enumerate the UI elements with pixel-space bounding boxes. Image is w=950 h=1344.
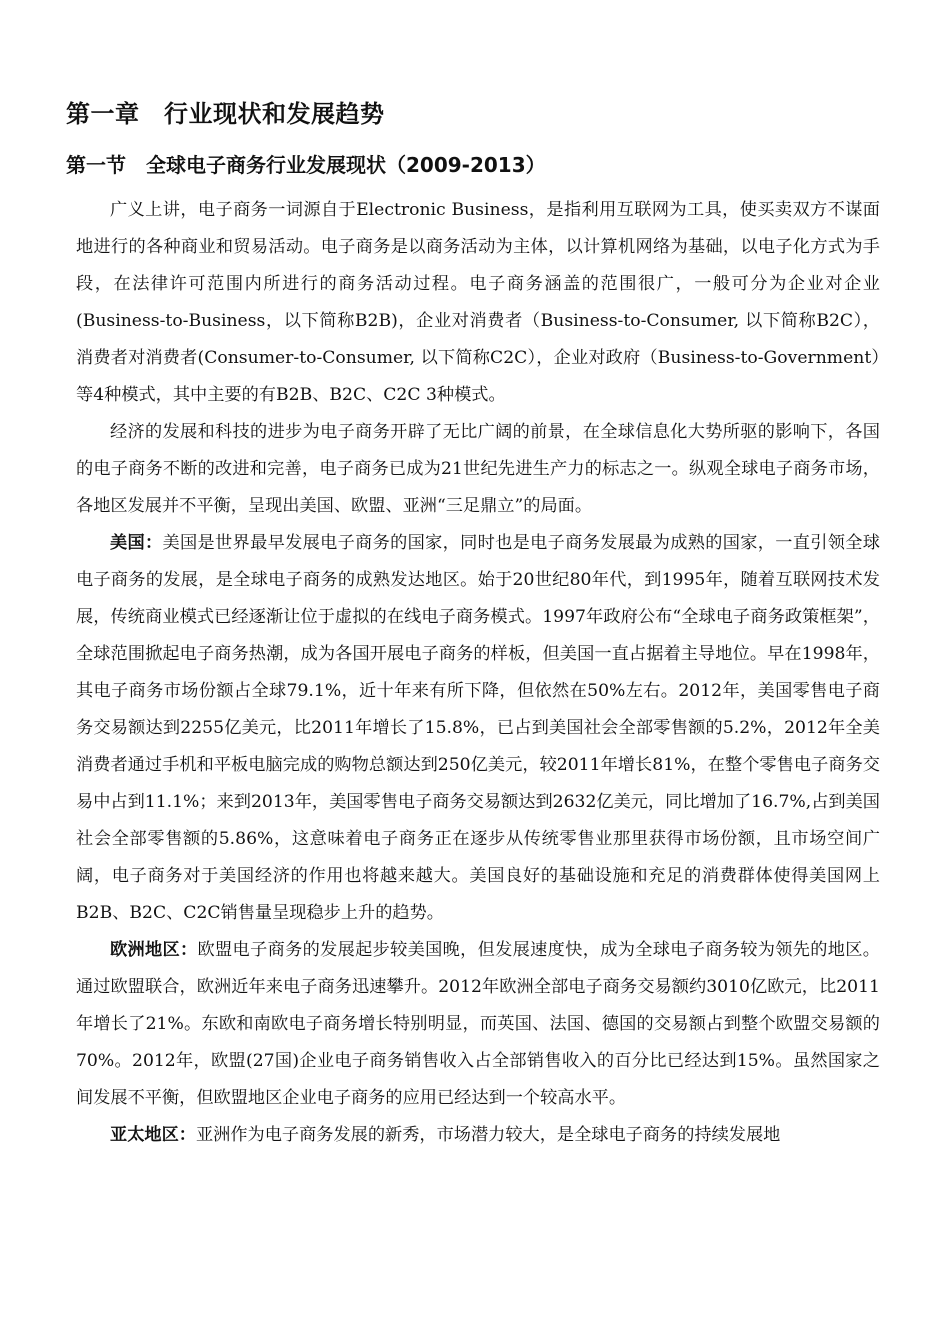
section-title: 第一节 全球电子商务行业发展现状（2009-2013） bbox=[66, 153, 546, 177]
paragraph-text: 美国是世界最早发展电子商务的国家，同时也是电子商务发展最为成熟的国家，一直引领全球电子商务的发展，是全球电子商务的成熟发达地区。始于20世纪80年代，到1995年，随着互联网技术发展，传统商业模式已经逐渐让位于虚拟的在线电子商务模式。1997年政府公布“全球电子商务政策框架”，全球范围掀起电子商务热潮，成为各国开展电子商务的样板，但美国一直占据着主导地位。早在1998年，其电子商务市场份额占全球79.1%，近十年来有所下降，但依然在50%左右。2012年，美国零售电子商务交易额达到2255亿美元，比2011年增长了15.8%，已占到美国社会全部零售额的5.2%，2012年全美消费者通过手机和平板电脑完成的购物总额达到250亿美元，较2011年增长81%，在整个零售电子商务交易中占到11.1%；来到2013年，美国零售电子商务交易额达到2632亿美元，同比增加了16.7%,占到美国社会全部零售额的5.86%，这意味着电子商务正在逐步从传统零售业那里获得市场份额，且市场空间广阔，电子商务对于美国经济的作用也将越来越大。美国良好的基础设施和充足的消费群体使得美国网上B2B、B2C、C2C销售量呈现稳步上升的趋势。 bbox=[76, 533, 880, 923]
paragraph-text: 广义上讲，电子商务一词源自于Electronic Business，是指利用互联网为工具，使买卖双方不谋面地进行的各种商业和贸易活动。电子商务是以商务活动为主体，以计算机网络为基础，以电子化方式为手段，在法律许可范围内所进行的商务活动过程。电子商务涵盖的范围很广，一般可分为企业对企业(Business-to-Business，以下简称B2B)，企业对消费者（Business-to-Consumer, 以下简称B2C），消费者对消费者(Consumer-to-Consumer, 以下简称C2C），企业对政府（Business-to-Government）等4种模式，其中主要的有B2B、B2C、C2C 3种模式。 bbox=[76, 200, 880, 405]
paragraph-usa bbox=[76, 525, 880, 932]
paragraph-text: 经济的发展和科技的进步为电子商务开辟了无比广阔的前景，在全球信息化大势所驱的影响下，各国的电子商务不断的改进和完善，电子商务已成为21世纪先进生产力的标志之一。纵观全球电子商务市场，各地区发展并不平衡，呈现出美国、欧盟、亚洲“三足鼎立”的局面。 bbox=[76, 422, 880, 516]
paragraph-overview bbox=[76, 414, 880, 525]
chapter-title: 第一章 行业现状和发展趋势 bbox=[66, 100, 385, 128]
paragraph-lead: 亚太地区： bbox=[110, 1125, 196, 1145]
paragraph-text: 欧盟电子商务的发展起步较美国晚，但发展速度快，成为全球电子商务较为领先的地区。通过欧盟联合，欧洲近年来电子商务迅速攀升。2012年欧洲全部电子商务交易额约3010亿欧元，比2011年增长了21%。东欧和南欧电子商务增长特别明显，而英国、法国、德国的交易额占到整个欧盟交易额的70%。2012年，欧盟(27国)企业电子商务销售收入占全部销售收入的百分比已经达到15%。虽然国家之间发展不平衡，但欧盟地区企业电子商务的应用已经达到一个较高水平。 bbox=[76, 940, 880, 1108]
paragraph-definition bbox=[76, 192, 880, 414]
paragraph-asia-pacific bbox=[76, 1117, 880, 1154]
paragraph-text: 亚洲作为电子商务发展的新秀，市场潜力较大，是全球电子商务的持续发展地 bbox=[195, 1125, 781, 1145]
paragraph-lead: 欧洲地区： bbox=[110, 940, 198, 960]
paragraph-lead: 美国： bbox=[110, 533, 163, 553]
paragraph-europe bbox=[76, 932, 880, 1117]
